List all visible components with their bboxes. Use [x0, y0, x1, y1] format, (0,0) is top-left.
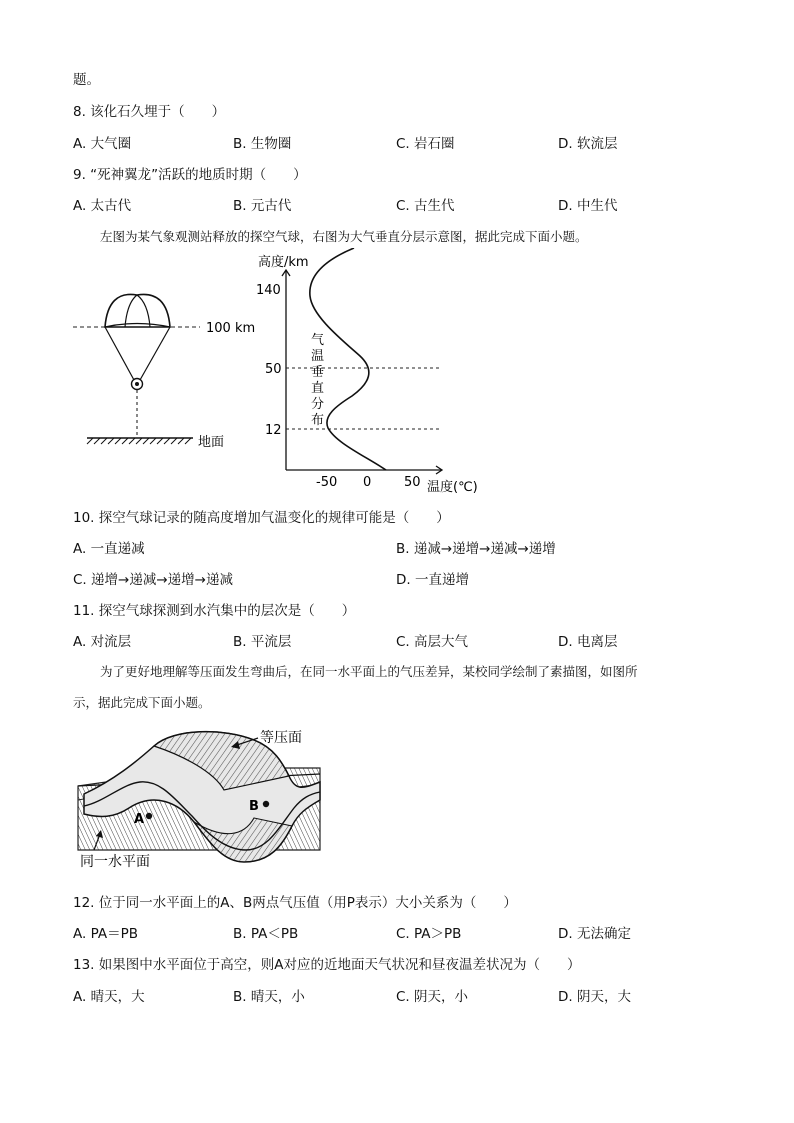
svg-text:分: 分 [311, 397, 325, 412]
label-100km: 100 km [206, 321, 256, 336]
question-9-option-d[interactable]: D. 中生代 [558, 198, 618, 214]
atmosphere-chart [256, 248, 478, 495]
figure-isobaric-surface [74, 722, 324, 872]
question-8-option-b[interactable]: B. 生物圈 [233, 136, 292, 152]
svg-text:垂: 垂 [311, 365, 325, 380]
parachute-canopy [105, 294, 170, 327]
question-11-option-a[interactable]: A. 对流层 [73, 634, 132, 650]
question-10-option-a[interactable]: A. 一直递减 [73, 541, 145, 557]
question-8-stem: 8. 该化石久埋于（ ） [73, 104, 226, 120]
question-9-option-c[interactable]: C. 古生代 [396, 198, 455, 214]
question-9-stem: 9. “死神翼龙”活跃的地质时期（ ） [73, 167, 307, 183]
question-11-option-b[interactable]: B. 平流层 [233, 634, 292, 650]
y-tick-12: 12 [265, 423, 282, 438]
question-8-option-c[interactable]: C. 岩石圈 [396, 136, 455, 152]
label-ground: 地面 [198, 435, 225, 450]
question-10-option-c[interactable]: C. 递增→递减→递增→递减 [73, 572, 233, 588]
point-a [146, 813, 152, 819]
point-b [263, 801, 269, 807]
x-tick-minus50: -50 [316, 475, 338, 490]
label-isobaric-surface: 等压面 [260, 730, 302, 746]
question-11-option-d[interactable]: D. 电离层 [558, 634, 618, 650]
question-13-option-a[interactable]: A. 晴天，大 [73, 989, 145, 1005]
intro-paragraph-2-line-1: 为了更好地理解等压面发生弯曲后，在同一水平面上的气压差异，某校同学绘制了素描图，如图所 [100, 664, 638, 679]
figure-balloon-and-atmosphere [70, 248, 510, 498]
question-12-option-b[interactable]: B. PA＜PB [233, 926, 299, 942]
x-axis-title: 温度(℃) [427, 480, 478, 495]
question-12-option-a[interactable]: A. PA＝PB [73, 926, 138, 942]
question-11-stem: 11. 探空气球探测到水汽集中的层次是（ ） [73, 603, 356, 619]
curve-label-vertical [311, 333, 324, 428]
svg-text:布: 布 [311, 413, 325, 428]
y-tick-140: 140 [256, 283, 281, 298]
x-tick-0: 0 [363, 475, 372, 490]
question-9-option-b[interactable]: B. 元古代 [233, 198, 292, 214]
y-axis-title: 高度/km [258, 255, 309, 270]
label-point-b: B [249, 799, 259, 814]
intro-paragraph-2-line-2: 示，据此完成下面小题。 [73, 695, 211, 710]
question-13-stem: 13. 如果图中水平面位于高空，则A对应的近地面天气状况和昼夜温差状况为（ ） [73, 957, 581, 973]
question-10-option-d[interactable]: D. 一直递增 [396, 572, 469, 588]
question-8-option-a[interactable]: A. 大气圈 [73, 136, 132, 152]
balloon-diagram [73, 294, 255, 450]
svg-text:气: 气 [311, 333, 325, 348]
x-tick-50: 50 [404, 475, 421, 490]
svg-text:温: 温 [311, 349, 325, 364]
ground-hatch [87, 438, 191, 444]
question-13-option-d[interactable]: D. 阴天，大 [558, 989, 631, 1005]
question-10-option-b[interactable]: B. 递减→递增→递减→递增 [396, 541, 556, 557]
y-tick-50: 50 [265, 362, 282, 377]
parachute-cord-right [140, 327, 170, 380]
question-12-option-c[interactable]: C. PA＞PB [396, 926, 462, 942]
intro-paragraph-1: 左图为某气象观测站释放的探空气球，右图为大气垂直分层示意图，据此完成下面小题。 [100, 229, 588, 244]
label-horizontal-plane: 同一水平面 [80, 854, 150, 870]
question-12-option-d[interactable]: D. 无法确定 [558, 926, 631, 942]
question-10-stem: 10. 探空气球记录的随高度增加气温变化的规律可能是（ ） [73, 510, 450, 526]
carry-over-text: 题。 [73, 72, 100, 88]
parachute-cord-left [105, 327, 134, 380]
question-9-option-a[interactable]: A. 太古代 [73, 198, 132, 214]
question-13-option-b[interactable]: B. 晴天，小 [233, 989, 305, 1005]
question-8-option-d[interactable]: D. 软流层 [558, 136, 618, 152]
question-13-option-c[interactable]: C. 阴天，小 [396, 989, 469, 1005]
label-point-a: A [134, 812, 145, 827]
question-11-option-c[interactable]: C. 高层大气 [396, 634, 469, 650]
svg-text:直: 直 [311, 381, 325, 396]
question-12-stem: 12. 位于同一水平面上的A、B两点气压值（用P表示）大小关系为（ ） [73, 895, 517, 911]
